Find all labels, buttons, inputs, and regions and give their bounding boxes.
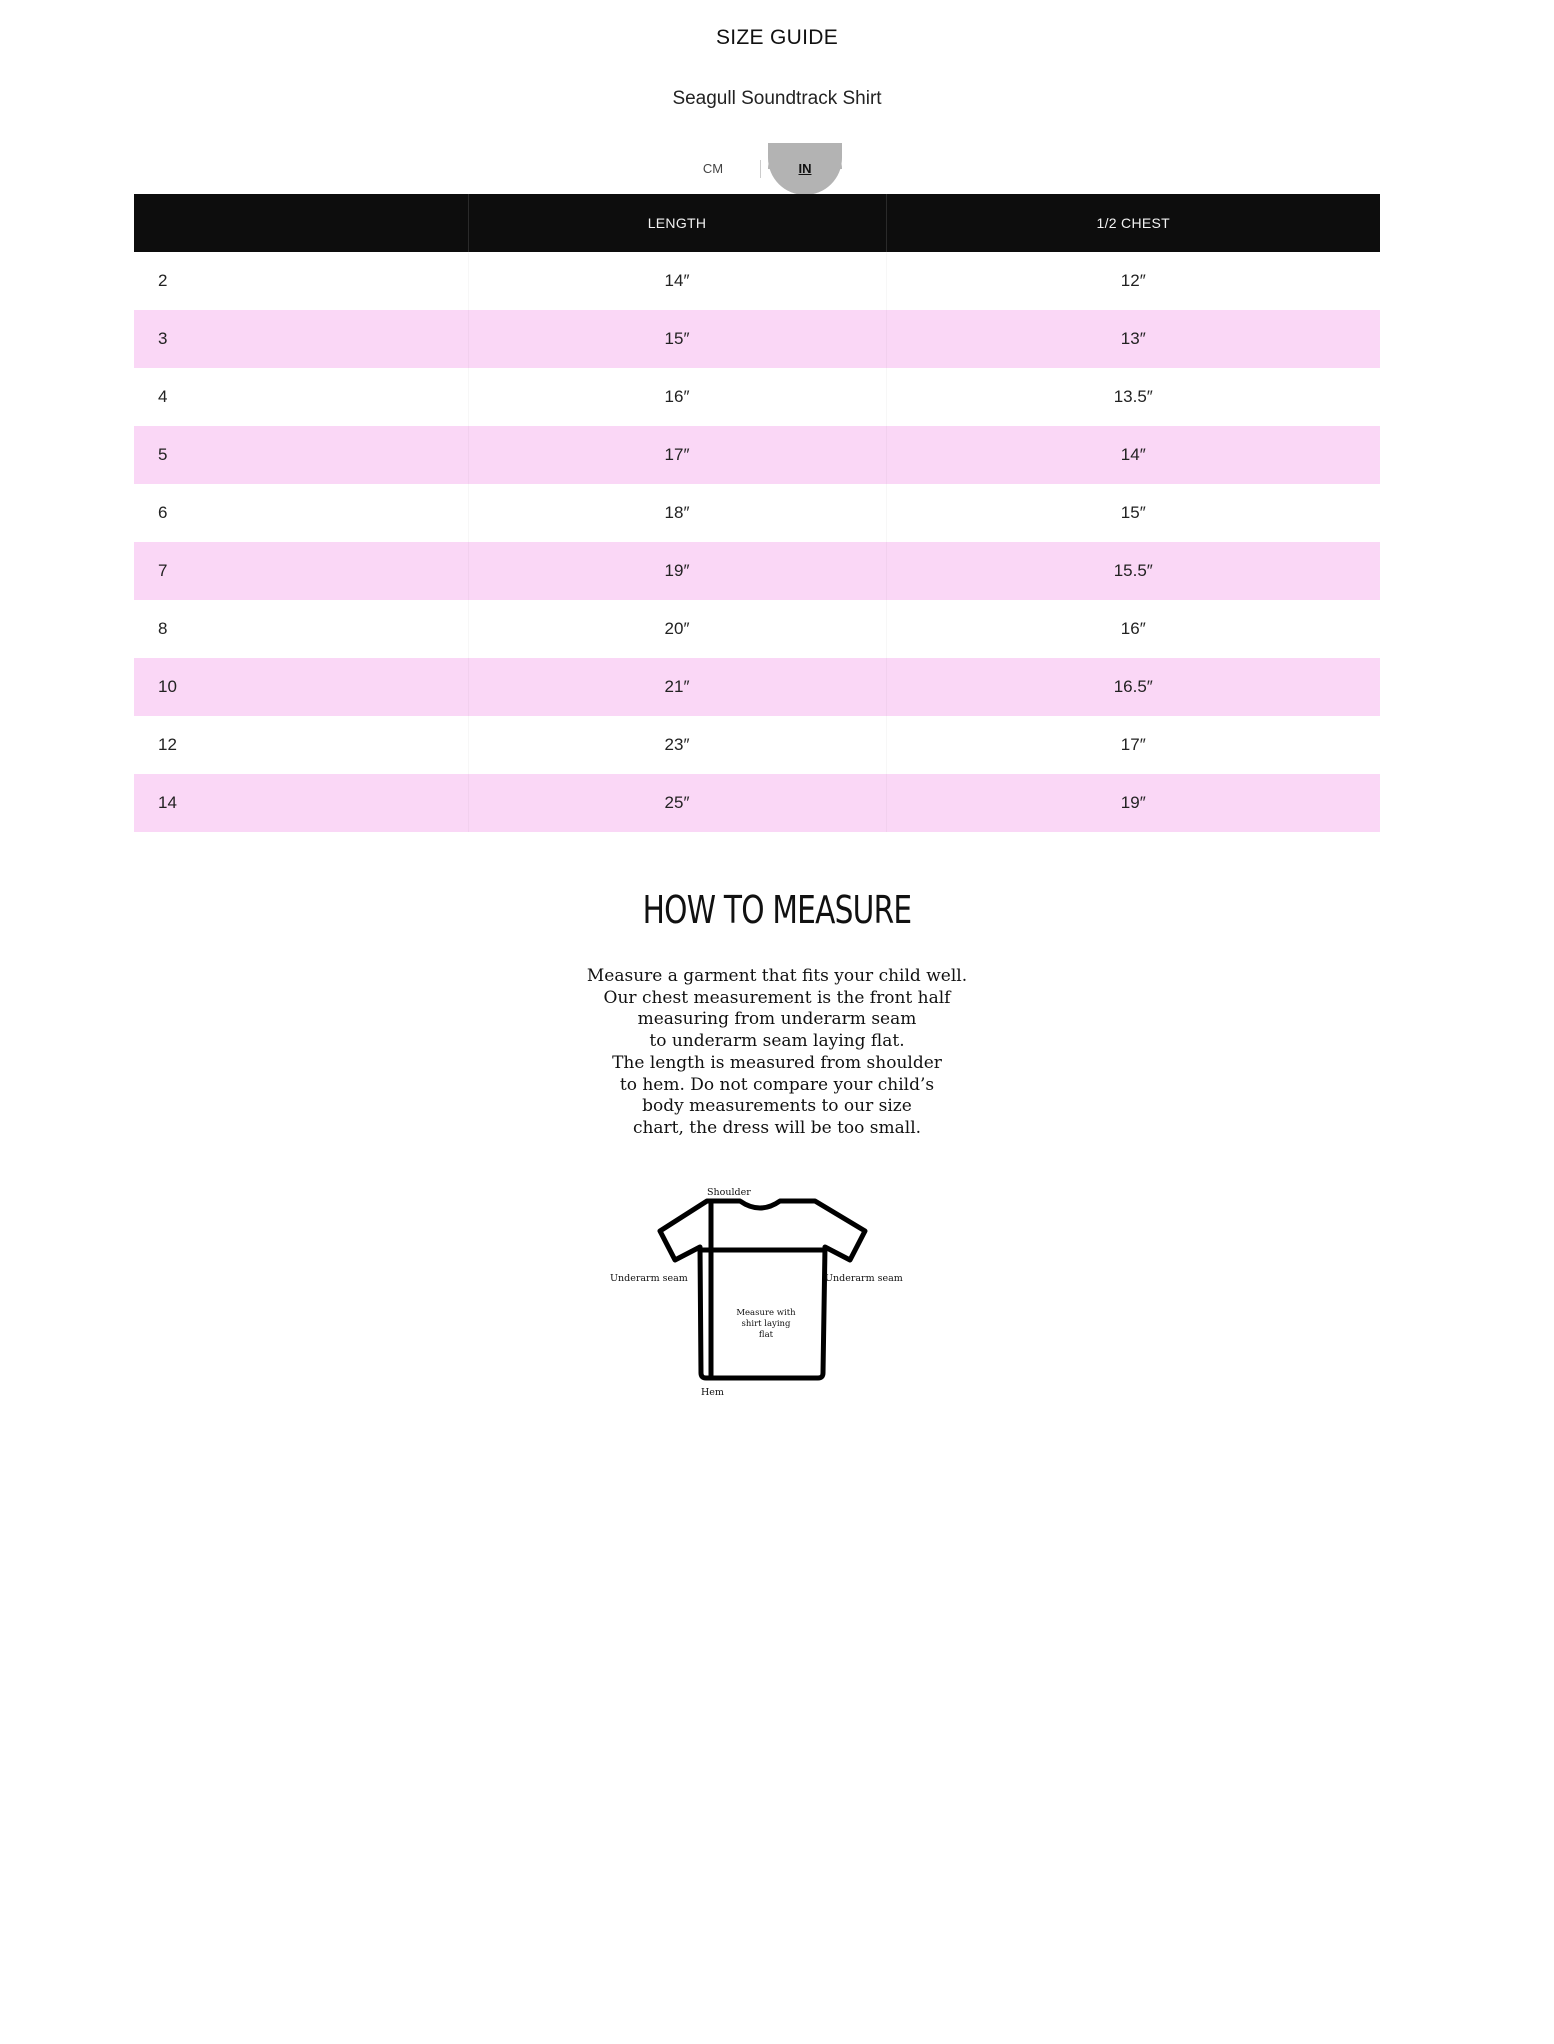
label-underarm-left: Underarm seam bbox=[610, 1273, 688, 1284]
shirt-icon bbox=[660, 1201, 865, 1378]
cell-size: 5 bbox=[134, 426, 468, 484]
label-note-2: shirt laying bbox=[741, 1319, 791, 1329]
column-header-chest: 1/2 CHEST bbox=[886, 194, 1380, 252]
table-row bbox=[134, 310, 1380, 368]
unit-in-button[interactable]: IN bbox=[768, 143, 842, 195]
measure-instructions bbox=[527, 966, 1027, 1140]
instruction-line: to hem. Do not compare your child’s bbox=[619, 1074, 935, 1095]
cell-size: 14 bbox=[134, 774, 468, 832]
page-title: SIZE GUIDE bbox=[715, 26, 839, 49]
table-row bbox=[134, 368, 1380, 426]
cell-length: 17″ bbox=[468, 426, 886, 484]
cell-chest: 13.5″ bbox=[886, 368, 1380, 426]
cell-chest: 15.5″ bbox=[886, 542, 1380, 600]
instruction-line: Measure a garment that fits your child well. bbox=[586, 966, 968, 986]
column-header-length: LENGTH bbox=[468, 194, 886, 252]
cell-length: 14″ bbox=[468, 252, 886, 310]
cell-size: 10 bbox=[134, 658, 468, 716]
table-row bbox=[134, 658, 1380, 716]
cell-chest: 14″ bbox=[886, 426, 1380, 484]
label-note-1: Measure with bbox=[736, 1308, 796, 1318]
instruction-line: to underarm seam laying flat. bbox=[649, 1031, 905, 1052]
table-row bbox=[134, 484, 1380, 542]
unit-toggle bbox=[0, 143, 1554, 195]
unit-divider bbox=[760, 160, 761, 178]
cell-length: 23″ bbox=[468, 716, 886, 774]
instruction-line: The length is measured from shoulder bbox=[612, 1052, 942, 1073]
table-row bbox=[134, 426, 1380, 484]
label-hem: Hem bbox=[701, 1387, 724, 1398]
label-note-3: flat bbox=[758, 1330, 774, 1340]
cell-length: 16″ bbox=[468, 368, 886, 426]
label-underarm-right: Underarm seam bbox=[825, 1273, 903, 1284]
label-shoulder: Shoulder bbox=[707, 1187, 751, 1198]
product-name: Seagull Soundtrack Shirt bbox=[672, 88, 882, 109]
cell-length: 15″ bbox=[468, 310, 886, 368]
cell-size: 12 bbox=[134, 716, 468, 774]
cell-chest: 12″ bbox=[886, 252, 1380, 310]
cell-size: 8 bbox=[134, 600, 468, 658]
cell-size: 7 bbox=[134, 542, 468, 600]
instruction-line: chart, the dress will be too small. bbox=[632, 1117, 922, 1138]
cell-size: 3 bbox=[134, 310, 468, 368]
how-to-measure-heading: HOW TO MEASURE bbox=[642, 888, 912, 932]
cell-length: 20″ bbox=[468, 600, 886, 658]
cell-length: 18″ bbox=[468, 484, 886, 542]
cell-size: 2 bbox=[134, 252, 468, 310]
instruction-line: Our chest measurement is the front half bbox=[603, 987, 951, 1008]
table-row bbox=[134, 716, 1380, 774]
table-header-row bbox=[134, 194, 1380, 252]
cell-chest: 19″ bbox=[886, 774, 1380, 832]
cell-size: 4 bbox=[134, 368, 468, 426]
cell-size: 6 bbox=[134, 484, 468, 542]
cell-chest: 17″ bbox=[886, 716, 1380, 774]
cell-chest: 16.5″ bbox=[886, 658, 1380, 716]
instruction-line: measuring from underarm seam bbox=[637, 1009, 917, 1030]
column-header-size bbox=[134, 194, 468, 252]
table-row bbox=[134, 600, 1380, 658]
instruction-line: body measurements to our size bbox=[642, 1096, 912, 1117]
table-row bbox=[134, 542, 1380, 600]
unit-cm-button[interactable]: CM bbox=[702, 161, 724, 176]
table-row bbox=[134, 252, 1380, 310]
shirt-measure-diagram bbox=[600, 1175, 920, 1405]
size-table bbox=[134, 194, 1380, 832]
cell-length: 21″ bbox=[468, 658, 886, 716]
cell-chest: 16″ bbox=[886, 600, 1380, 658]
table-row bbox=[134, 774, 1380, 832]
cell-chest: 13″ bbox=[886, 310, 1380, 368]
cell-chest: 15″ bbox=[886, 484, 1380, 542]
cell-length: 25″ bbox=[468, 774, 886, 832]
cell-length: 19″ bbox=[468, 542, 886, 600]
